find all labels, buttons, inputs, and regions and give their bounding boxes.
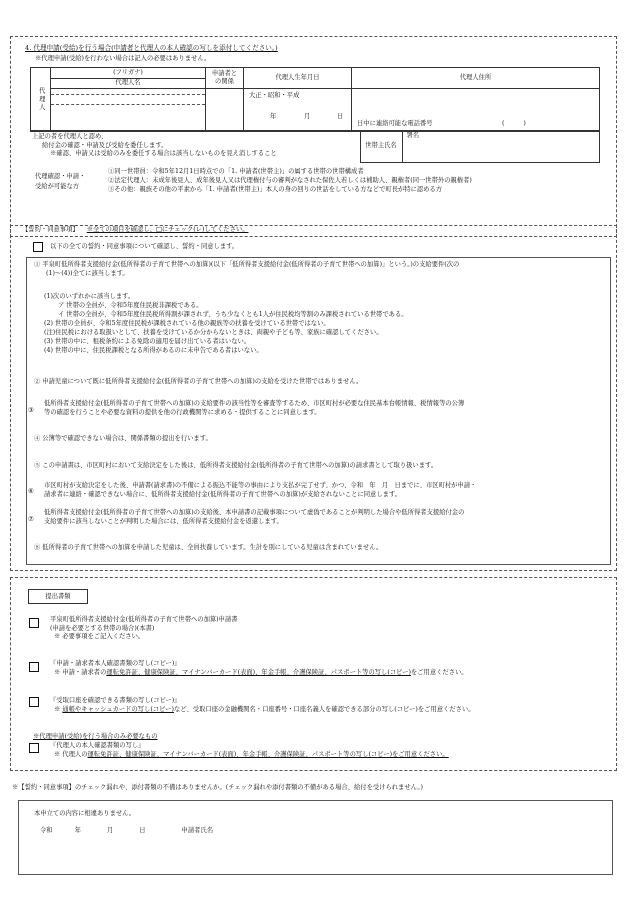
address-field[interactable]: 日中に連絡可能な電話番号 ( ) xyxy=(352,88,600,131)
relation-header: 申請者と の関係 xyxy=(206,68,244,89)
pledge-item-6-mark: ⑥ xyxy=(28,488,34,495)
head-name-label: 世帯主氏名 xyxy=(360,131,402,163)
dob-field[interactable]: 大正・昭和・平成 年 月 日 xyxy=(244,88,352,131)
consent-text: 上記の者を代理人と認め、 給付金の確認・申請及び受給を委任します。 ※確認、申請又は受給のみを委任する場合は該当しないものを見え消しすること xyxy=(30,131,360,163)
pledge-item-3: 低所得者支援給付金(低所得者の子育て世帯への加算)の支給要件の該当性等を審査等するため、市区町村が必要な住民基本台帳情報、税情報等の公簿 等の確認を行うことや必要な資料の提供を他の行政機関等に求める・提供することに同意します。 xyxy=(44,400,465,416)
pledge-item-2: ② 申請児童について既に低所得者支援給付金(低所得者の子育て世帯への加算)の支給を受けた世帯ではありません。 xyxy=(34,378,363,385)
doc4-checkbox[interactable] xyxy=(29,743,39,753)
agree-all-checkbox[interactable] xyxy=(33,242,43,252)
pledge-item-5: ⑤ この申請書は、市区町村において支給決定をした後は、低所得者支援給付金(低所得者の子育て世帯への加算)の請求書として取り扱います。 xyxy=(34,462,438,469)
doc4-text: 『代理人の本人確認書類の写し』 ※ 代理人の運転免許証、健康保険証、マイナンバーカード(表面)、年金手帳、介護保険証、パスポート等の写し(コピー)をご用意ください。 xyxy=(50,742,449,758)
relation-field[interactable] xyxy=(206,88,244,131)
pledge-item-8: ⑧ 低所得者の子育て世帯への加算を申請した児童は、全員扶養しています。生計を別にしている児童は含まれていません。 xyxy=(34,544,383,551)
doc3-text: 『受取口座を確認できる書類の写し(コピー)』 ※ 通帳やキャッシュカードの写し(コピー)など、受取口座の金融機関名・口座番号・口座名義人を確認できる部分の写し(コピー)をご用意ください。 xyxy=(50,697,475,713)
date-year[interactable]: 年 xyxy=(74,827,81,834)
pledge-item-6: 市区町村が支給決定をした後、申請書(請求書)の不備による振込不能等の事由により支払が完了せず、かつ、令和 年 月 日までに、市区町村が申請・ 請求者に連絡・確認できない場合に、低所得者支援給付金(低所得者の子育て世帯への加算)が支給されないことに同意します。 xyxy=(44,482,477,498)
proxy-section-title: 4. 代理申請(受給)を行う場合(申請者と代理人の本人確認の写しを添付してください。) xyxy=(25,44,278,52)
proxy-docs-heading: ※代理申請(受給)を行う場合のみ必要なもの xyxy=(33,733,158,740)
pledge-item-1: ① 平泉町低所得者支援給付金(低所得者の子育て世帯への加算)(以下「低所得者支援給付金(低所得者の子育て世帯への加算)」という。)の支給要件(次の (1)～(4))全てに該当します。 xyxy=(34,261,460,277)
documents-title: 提出書類 xyxy=(28,589,88,604)
agree-all-label: 以下の全ての誓約・同意事項について確認し、誓約・同意します。 xyxy=(50,243,239,250)
pledge-item-4: ④ 公簿等で確認できない場合は、関係書類の提出を行います。 xyxy=(34,435,212,442)
pledge-item-7-mark: ⑦ xyxy=(28,516,34,523)
proxy-side-label: 代理人 xyxy=(31,68,51,132)
doc1-checkbox[interactable] xyxy=(29,618,39,628)
dob-header: 代理人生年月日 xyxy=(244,68,352,89)
proxy-name-label: 代理人名 xyxy=(51,79,206,89)
doc1-text: 平泉町低所得者支援給付金(低所得者の子育て世帯への加算)申請書 (申請を必要とする世帯の場合)(本書) ※ 必要事項をご記入ください。 xyxy=(50,616,238,640)
doc2-checkbox[interactable] xyxy=(29,662,39,672)
doc3-checkbox[interactable] xyxy=(29,697,39,707)
date-day[interactable]: 日 xyxy=(139,827,146,834)
proxy-eligible-list xyxy=(108,167,472,194)
proxy-name-field[interactable] xyxy=(51,88,206,131)
signature-label: 署名 xyxy=(406,132,420,139)
check-warning: ※【誓約・同意事項】のチェック漏れや、添付書類の不備はありませんか。(チェック漏れや添付書類の不備がある場合、給付を受けられません。) xyxy=(12,784,423,791)
final-date-line xyxy=(40,827,213,836)
pledge-item-3-mark: ③ xyxy=(28,407,34,414)
proxy-eligible-item: ②法定代理人：未成年後見人、成年後見人又は代理権付与の審判がなされた保佐人若しくは補助人、親権者(同一世帯外の親権者) xyxy=(108,177,472,185)
proxy-table xyxy=(30,67,600,132)
consent-table xyxy=(30,130,600,163)
pledge-header xyxy=(22,226,249,235)
pledge-conditions: (1)次のいずれかに該当します。 ア 世帯の全員が、令和5年度住民税非課税である。 イ 世帯の全員が、令和5年度住民税所得割が課されず、うち少なくとも1人が住民税均等割のみ課税されている世帯である。 (2) 世帯の全員が、令和5年度住民税が課税されている他の親族等の扶養を受けている世帯ではない。 (注)住民税における取扱いとして、扶養を受けているか分からないときは、両親や子ども等、家族に確認してください。 (3) 世帯の中に、租税条約による免除の適用を届け出ている者はいない。 (4) 世帯の中に、住民税課税となる所得があるのに未申告である者はいない。 xyxy=(44,293,408,354)
pledge-item-7: 低所得者支援給付金(低所得者の子育て世帯への加算)の支給後、本申請書の記載事項について虚偽であることが判明した場合や低所得者支援給付金の 支給要件に該当しないことが判明した場合には、低所得者支援給付金を返還します。 xyxy=(44,509,465,525)
proxy-eligible-item: ③その他：親族その他の平素から「1. 申請者(世帯主)」本人の身の回りの世話をしている方などで町長が特に認める方 xyxy=(108,186,443,194)
proxy-section-note: ※代理申請(受給)を行わない場合は記入の必要はありません。 xyxy=(35,55,211,62)
final-statement: 本申立ての内容に相違ありません。 xyxy=(34,810,136,817)
address-header: 代理人住所 xyxy=(352,68,600,89)
doc2-text: 『申請・請求者本人確認書類の写し(コピー)』 ※ 申請・請求者の運転免許証、健康保険証、マイナンバーカード(表面)、年金手帳、介護保険証、パスポート等の写し(コピー)をご用意ください。 xyxy=(50,660,468,676)
applicant-name-label: 申請者氏名 xyxy=(181,827,214,834)
furigana-label: (フリガナ) xyxy=(51,68,206,79)
pledge-instruction: ※全ての項目を確認し、□にチェック(レ)してください。 xyxy=(86,226,249,233)
proxy-eligible-item: ①同一世帯員：令和5年12月1日時点での「1. 申請者(世帯主)」の属する世帯の世帯構成者 xyxy=(108,168,364,175)
pledge-title: 【誓約・同意事項】 xyxy=(22,226,79,233)
date-month[interactable]: 月 xyxy=(106,827,114,834)
proxy-eligible-label: 代理確認・申請・ 受給が可能な方 xyxy=(35,173,86,191)
date-era: 令和 xyxy=(40,827,53,834)
head-name-field[interactable] xyxy=(402,131,600,163)
